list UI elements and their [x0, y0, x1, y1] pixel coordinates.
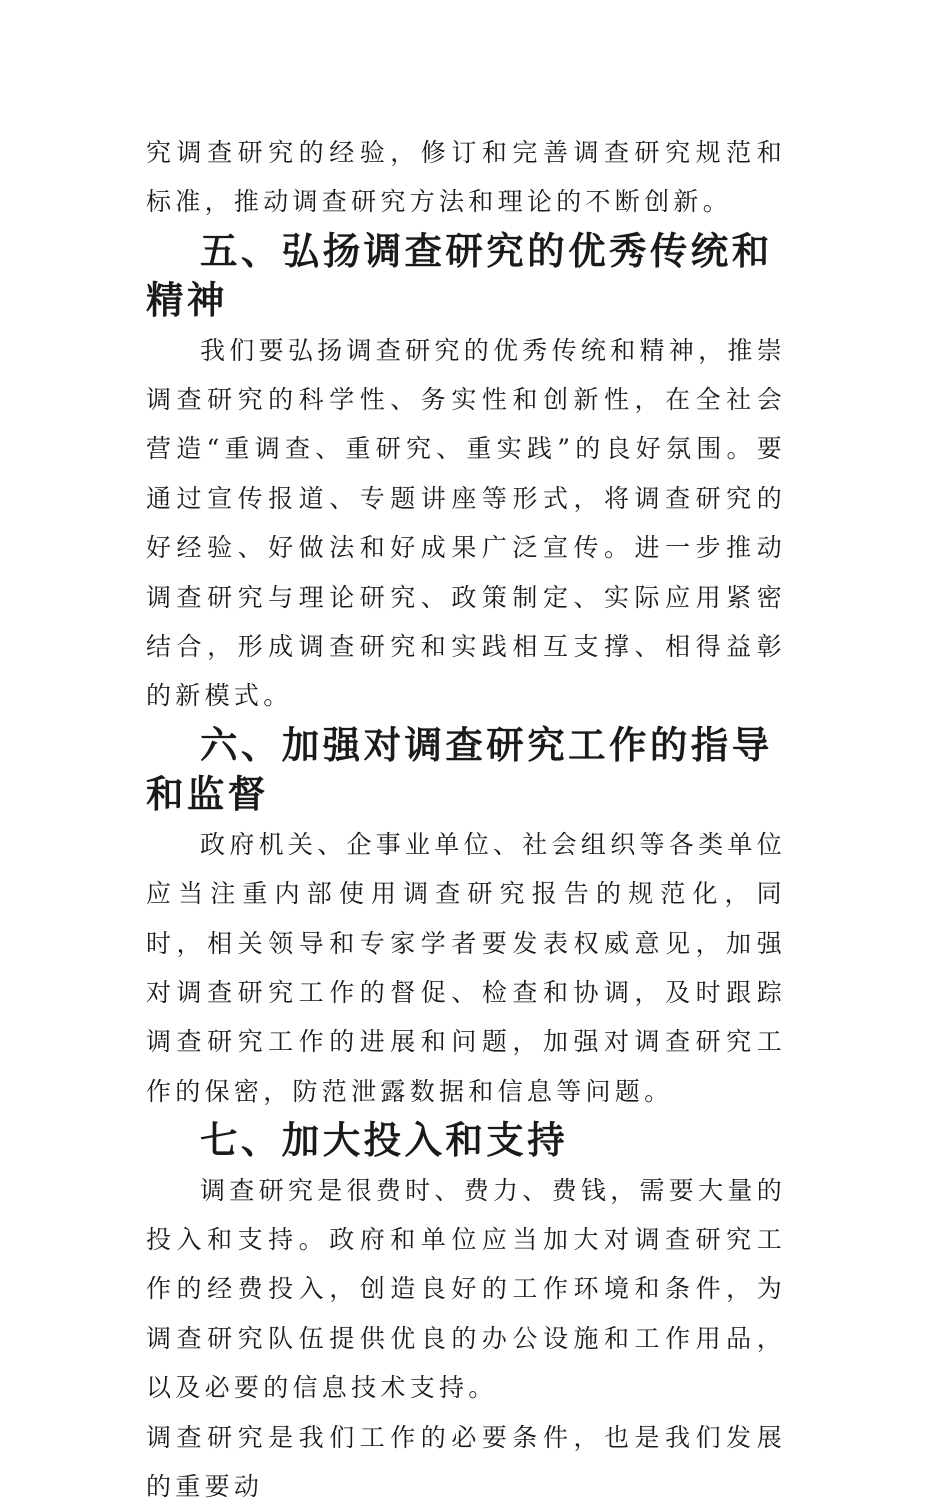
closing-paragraph: 调查研究是我们工作的必要条件，也是我们发展的重要动	[146, 1422, 786, 1501]
section-5-heading: 五、弘扬调查研究的优秀传统和精神	[146, 228, 773, 323]
section-5-body: 我们要弘扬调查研究的优秀传统和精神，推崇调查研究的科学性、务实性和创新性，在全社会营造“重调查、重研究、重实践”的良好氛围。要通过宣传报道、专题讲座等形式，将调查研究的好经验、好做法和好成果广泛宣传。进一步推动调查研究与理论研究、政策制定、实际应用紧密结合，形成调查研究和实践相互支撑、相得益彰的新模式。	[146, 335, 787, 711]
section-6-body: 政府机关、企事业单位、社会组织等各类单位应当注重内部使用调查研究报告的规范化，同时，相关领导和专家学者要发表权威意见，加强对调查研究工作的督促、检查和协调，及时跟踪调查研究工作的进展和问题，加强对调查研究工作的保密，防范泄露数据和信息等问题。	[146, 829, 787, 1106]
section-7-body: 调查研究是很费时、费力、费钱，需要大量的投入和支持。政府和单位应当加大对调查研究工作的经费投入，创造良好的工作环境和条件，为调查研究队伍提供优良的办公设施和工作用品，以及必要的信息技术支持。	[146, 1175, 787, 1403]
section-7-heading: 七、加大投入和支持	[200, 1118, 569, 1163]
intro-paragraph: 究调查研究的经验，修订和完善调查研究规范和标准，推动调查研究方法和理论的不断创新。	[146, 138, 786, 217]
document-page	[146, 128, 786, 1511]
section-6-heading: 六、加强对调查研究工作的指导和监督	[146, 722, 773, 817]
